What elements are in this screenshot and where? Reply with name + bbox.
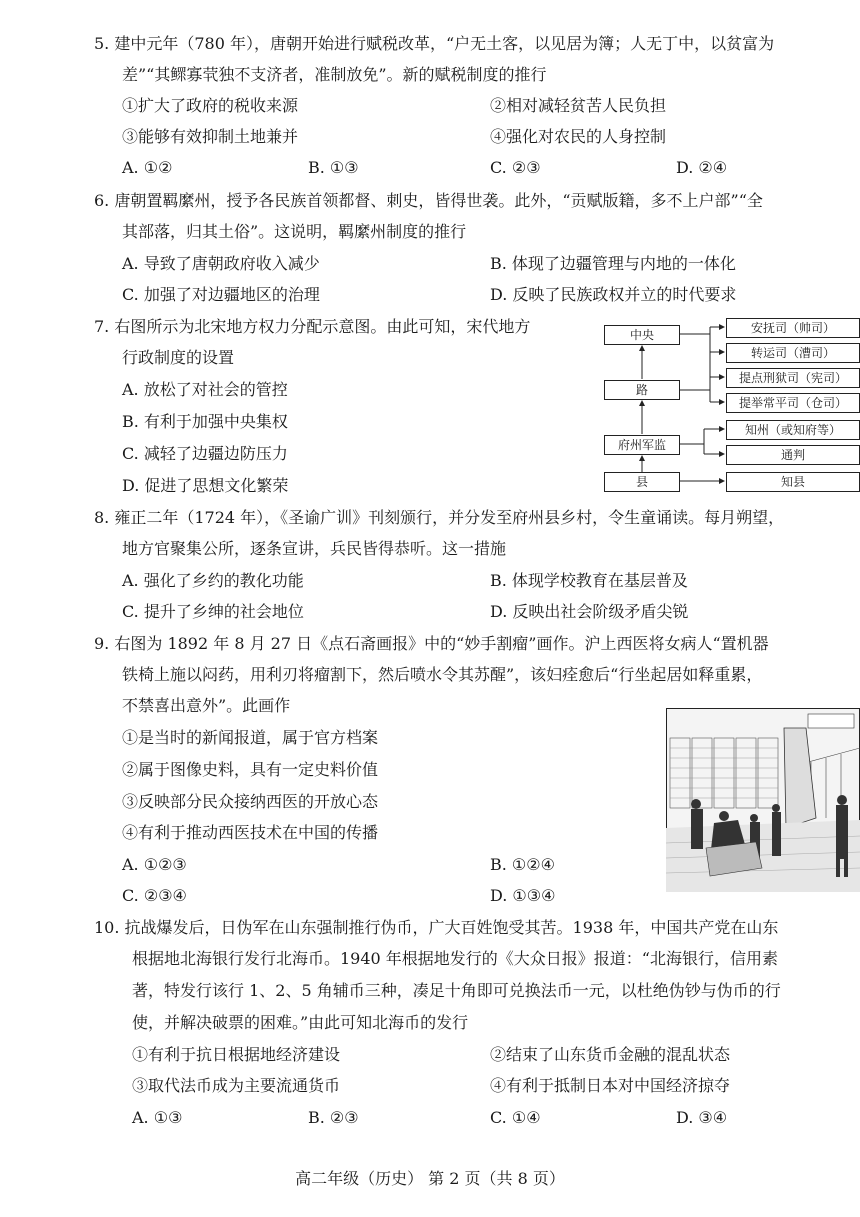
q7-option-b[interactable]: B. 有利于加强中央集权: [122, 412, 288, 431]
diagram-road-official-4: 提举常平司（仓司）: [726, 393, 860, 413]
diagram-road-official-3: 提点刑狱司（宪司）: [726, 368, 860, 388]
q6-option-b[interactable]: B. 体现了边疆管理与内地的一体化: [490, 254, 736, 273]
diagram-pref-official-2: 通判: [726, 445, 860, 465]
q10-stem-line3: 著，特发行该行 1、2、5 角辅币三种，凑足十角即可兑换法币一元，以杜绝伪钞与伪币的行: [132, 981, 781, 1000]
q9-item-1: ①是当时的新闻报道，属于官方档案: [122, 728, 379, 747]
q8-stem-line2: 地方官聚集公所，逐条宣讲，兵民皆得恭听。这一措施: [122, 539, 507, 558]
q5-option-b[interactable]: B. ①③: [308, 158, 359, 177]
q6-stem-line2: 其部落，归其土俗”。这说明，羁縻州制度的推行: [122, 222, 467, 241]
q5-item-4: ④强化对农民的人身控制: [490, 127, 667, 146]
q10-item-2: ②结束了山东货币金融的混乱状态: [490, 1045, 731, 1064]
surgery-illustration: [666, 708, 860, 892]
q7-option-a[interactable]: A. 放松了对社会的管控: [122, 380, 288, 399]
q10-item-1: ①有利于抗日根据地经济建设: [132, 1045, 341, 1064]
q7-option-d[interactable]: D. 促进了思想文化繁荣: [122, 476, 289, 495]
q6-option-d[interactable]: D. 反映了民族政权并立的时代要求: [490, 285, 737, 304]
diagram-pref-official-1: 知州（或知府等）: [726, 420, 860, 440]
q10-option-d[interactable]: D. ③④: [676, 1108, 728, 1127]
q8-option-b[interactable]: B. 体现学校教育在基层普及: [490, 571, 688, 590]
q10-stem-line1: 10. 抗战爆发后，日伪军在山东强制推行伪币，广大百姓饱受其苦。1938 年，中国共产党在山东: [94, 918, 779, 937]
diagram-prefecture-box: 府州军监: [604, 435, 680, 455]
q5-stem-line2: 差”“其鳏寡茕独不支济者，准制放免”。新的赋税制度的推行: [122, 65, 547, 84]
q10-stem-line2: 根据地北海银行发行北海币。1940 年根据地发行的《大众日报》报道：“北海银行，信用素: [132, 949, 778, 968]
q10-item-3: ③取代法币成为主要流通货币: [132, 1076, 341, 1095]
q5-item-2: ②相对减轻贫苦人民负担: [490, 96, 667, 115]
q5-option-c[interactable]: C. ②③: [490, 158, 541, 177]
diagram-road-official-2: 转运司（漕司）: [726, 343, 860, 363]
q9-stem-line1: 9. 右图为 1892 年 8 月 27 日《点石斋画报》中的“妙手割瘤”画作。沪上西医将女病人“置机器: [94, 634, 769, 653]
q8-option-a[interactable]: A. 强化了乡约的教化功能: [122, 571, 304, 590]
q10-item-4: ④有利于抵制日本对中国经济掠夺: [490, 1076, 731, 1095]
q6-option-c[interactable]: C. 加强了对边疆地区的治理: [122, 285, 320, 304]
q8-stem-line1: 8. 雍正二年（1724 年），《圣谕广训》刊刻颁行，并分发至府州县乡村，令生童诵读。每月朔望，: [94, 508, 785, 527]
q9-stem-line2: 铁椅上施以闷药，用利刃将瘤割下，然后喷水令其苏醒”，该妇痊愈后“行坐起居如释重累，: [122, 665, 763, 684]
page-footer: 高二年级（历史） 第 2 页（共 8 页）: [295, 1169, 565, 1188]
q7-option-c[interactable]: C. 减轻了边疆边防压力: [122, 444, 288, 463]
q9-item-2: ②属于图像史料，具有一定史料价值: [122, 760, 379, 779]
q9-stem-line3: 不禁喜出意外”。此画作: [122, 696, 291, 715]
q9-option-c[interactable]: C. ②③④: [122, 886, 187, 905]
q6-stem-line1: 6. 唐朝置羁縻州，授予各民族首领都督、刺史，皆得世袭。此外，“贡赋版籍，多不上户部”“全: [94, 191, 763, 210]
power-distribution-diagram: [604, 318, 860, 494]
q10-option-b[interactable]: B. ②③: [308, 1108, 359, 1127]
q5-item-1: ①扩大了政府的税收来源: [122, 96, 299, 115]
q9-item-4: ④有利于推动西医技术在中国的传播: [122, 823, 379, 842]
illustration-drawing: [666, 708, 860, 892]
q7-stem-line1: 7. 右图所示为北宋地方权力分配示意图。由此可知，宋代地方: [94, 317, 531, 336]
diagram-county-box: 县: [604, 472, 680, 492]
q9-item-3: ③反映部分民众接纳西医的开放心态: [122, 792, 379, 811]
q10-option-c[interactable]: C. ①④: [490, 1108, 541, 1127]
q9-option-a[interactable]: A. ①②③: [122, 855, 187, 874]
q7-stem-line2: 行政制度的设置: [122, 348, 235, 367]
q5-item-3: ③能够有效抑制土地兼并: [122, 127, 299, 146]
q9-option-d[interactable]: D. ①③④: [490, 886, 556, 905]
q6-option-a[interactable]: A. 导致了唐朝政府收入减少: [122, 254, 320, 273]
diagram-center-box: 中央: [604, 325, 680, 345]
diagram-county-official: 知县: [726, 472, 860, 492]
q5-stem-line1: 5. 建中元年（780 年），唐朝开始进行赋税改革，“户无土客，以见居为簿；人无丁中，以贫富为: [94, 34, 775, 53]
q5-option-a[interactable]: A. ①②: [122, 158, 173, 177]
q9-option-b[interactable]: B. ①②④: [490, 855, 555, 874]
q8-option-c[interactable]: C. 提升了乡绅的社会地位: [122, 602, 304, 621]
q8-option-d[interactable]: D. 反映出社会阶级矛盾尖锐: [490, 602, 689, 621]
q10-stem-line4: 使，并解决破票的困难。”由此可知北海币的发行: [132, 1013, 469, 1032]
q10-option-a[interactable]: A. ①③: [132, 1108, 183, 1127]
diagram-road-official-1: 安抚司（帅司）: [726, 318, 860, 338]
q5-option-d[interactable]: D. ②④: [676, 158, 728, 177]
diagram-road-box: 路: [604, 380, 680, 400]
